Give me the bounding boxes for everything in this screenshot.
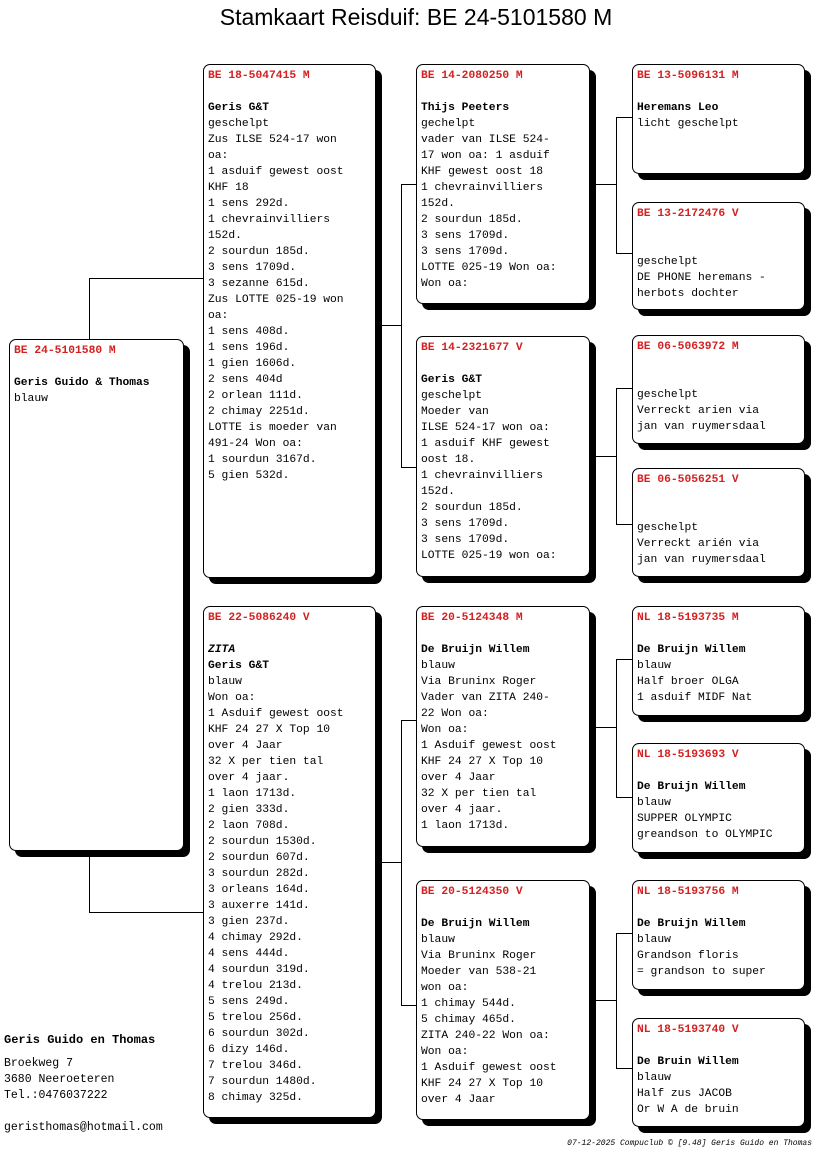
info-line: 5 trelou 256d. (208, 1012, 303, 1024)
connector-line (401, 1005, 417, 1006)
info-line: 3 orleans 164d. (208, 884, 310, 896)
pigeon-card-mfm[interactable] (632, 743, 805, 853)
info-line: KHF 24 27 X Top 10 (421, 1078, 544, 1090)
info-line: 7 sourdun 1480d. (208, 1076, 317, 1088)
page-title: Stamkaart Reisduif: BE 24-5101580 M (219, 4, 613, 30)
info-line: 3 sezanne 615d. (208, 278, 310, 290)
pigeon-card-subject[interactable] (9, 339, 184, 851)
ring-number: BE 13-5096131 M (637, 70, 739, 82)
info-line: vader van ILSE 524- (421, 134, 550, 146)
info-line: over 4 Jaar (208, 740, 283, 752)
info-line: 3 sourdun 282d. (208, 868, 310, 880)
ring-number: NL 18-5193740 V (637, 1024, 739, 1036)
info-line: Half broer OLGA (637, 676, 739, 688)
connector-line (89, 851, 90, 913)
info-line: 1 laon 1713d. (421, 820, 510, 832)
pigeon-card-father-mother[interactable] (416, 336, 590, 577)
connector-line (616, 659, 617, 797)
pigeon-card-mmf[interactable] (632, 880, 805, 990)
pigeon-card-fff[interactable] (632, 64, 805, 174)
info-line: 1 asduif KHF gewest (421, 438, 550, 450)
connector-line (89, 912, 204, 913)
info-line: blauw (421, 934, 455, 946)
info-line: 2 chimay 2251d. (208, 406, 310, 418)
connector-line (616, 659, 633, 660)
owner-name: Geris Guido en Thomas (4, 1033, 156, 1047)
info-line: over 4 Jaar (421, 1094, 496, 1106)
info-line: geschelpt (637, 522, 699, 534)
info-line: 6 sourdun 302d. (208, 1028, 310, 1040)
info-line: ILSE 524-17 won oa: (421, 422, 550, 434)
pigeon-card-mother-mother[interactable] (416, 880, 590, 1120)
info-line: Verreckt arién via (637, 538, 760, 550)
info-line: 5 chimay 465d. (421, 1014, 516, 1026)
owner-street: Broekweg 7 (4, 1057, 74, 1070)
info-line: 6 dizy 146d. (208, 1044, 290, 1056)
info-line: 7 trelou 346d. (208, 1060, 303, 1072)
info-line: blauw (637, 1072, 671, 1084)
connector-line (616, 253, 633, 254)
connector-line (89, 278, 204, 279)
info-line: Won oa: (208, 692, 256, 704)
pigeon-card-mmm[interactable] (632, 1018, 805, 1127)
connector-line (376, 325, 401, 326)
info-line: 2 sourdun 185d. (208, 246, 310, 258)
connector-line (590, 1000, 616, 1001)
info-line: 17 won oa: 1 asduif (421, 150, 550, 162)
info-line: over 4 jaar. (208, 772, 290, 784)
info-line: 2 sourdun 1530d. (208, 836, 317, 848)
info-line: blauw (208, 676, 242, 688)
connector-line (616, 1068, 633, 1069)
info-line: 3 sens 1709d. (421, 246, 510, 258)
info-line: 5 gien 532d. (208, 470, 290, 482)
info-line: 1 chevrainvilliers (421, 470, 544, 482)
info-line: Half zus JACOB (637, 1088, 732, 1100)
pigeon-card-mother[interactable] (203, 606, 376, 1118)
info-line: gechelpt (421, 118, 476, 130)
info-line: oa: (208, 310, 229, 322)
info-line: Via Bruninx Roger (421, 950, 537, 962)
ring-number: BE 13-2172476 V (637, 208, 739, 220)
info-line: 152d. (421, 198, 455, 210)
pigeon-card-fmm[interactable] (632, 468, 805, 577)
breeder-name: De Bruin Willem (637, 1056, 739, 1068)
info-line: blauw (14, 393, 48, 405)
info-line: won oa: (421, 982, 469, 994)
info-line: 3 sens 1709d. (421, 534, 510, 546)
info-line: blauw (637, 797, 671, 809)
info-line: over 4 jaar. (421, 804, 503, 816)
info-line: 3 sens 1709d. (421, 230, 510, 242)
connector-line (616, 388, 617, 524)
info-line: 3 sens 1709d. (421, 518, 510, 530)
connector-line (89, 278, 90, 340)
info-line: 1 Asduif gewest oost (421, 740, 557, 752)
pigeon-card-fmf[interactable] (632, 335, 805, 444)
connector-line (401, 184, 417, 185)
info-line: jan van ruymersdaal (637, 554, 766, 566)
info-line: blauw (637, 660, 671, 672)
pigeon-name: ZITA (208, 644, 236, 656)
info-line: oost 18. (421, 454, 476, 466)
pigeon-card-father-father[interactable] (416, 64, 590, 304)
ring-number: BE 06-5063972 M (637, 341, 739, 353)
breeder-name (637, 238, 800, 254)
ring-number: BE 06-5056251 V (637, 474, 739, 486)
info-line: 152d. (208, 230, 242, 242)
pigeon-card-ffm[interactable] (632, 202, 805, 310)
info-line: 2 laon 708d. (208, 820, 290, 832)
info-line: Or W A de bruin (637, 1104, 739, 1116)
info-line: 491-24 Won oa: (208, 438, 303, 450)
info-line: Grandson floris (637, 950, 739, 962)
ring-number: BE 14-2321677 V (421, 342, 523, 354)
info-line: 3 gien 237d. (208, 916, 290, 928)
ring-number: BE 24-5101580 M (14, 345, 116, 357)
info-line: 1 asduif gewest oost (208, 166, 344, 178)
info-line: 1 sourdun 3167d. (208, 454, 317, 466)
footer-credit: 07-12-2025 Compuclub © [9.48] Geris Guido en Thomas (567, 1139, 812, 1148)
info-line: 4 trelou 213d. (208, 980, 303, 992)
breeder-name: Geris Guido & Thomas (14, 377, 150, 389)
ring-number: BE 20-5124350 V (421, 886, 523, 898)
breeder-name: Thijs Peeters (421, 102, 510, 114)
info-line: 1 sens 292d. (208, 198, 290, 210)
info-line: Zus ILSE 524-17 won (208, 134, 337, 146)
owner-info (4, 1032, 163, 1136)
info-line: DE PHONE heremans - (637, 272, 766, 284)
info-line: Moeder van (421, 406, 489, 418)
info-line: 5 sens 249d. (208, 996, 290, 1008)
connector-line (616, 117, 617, 253)
info-line: 1 sens 196d. (208, 342, 290, 354)
info-line: 1 sens 408d. (208, 326, 290, 338)
info-line: LOTTE is moeder van (208, 422, 337, 434)
info-line: herbots dochter (637, 288, 739, 300)
info-line: geschelpt (421, 390, 483, 402)
breeder-name (637, 371, 800, 387)
info-line: oa: (208, 150, 229, 162)
owner-email[interactable]: geristhomas@hotmail.com (4, 1121, 163, 1134)
breeder-name: Geris G&T (421, 374, 483, 386)
info-line: 1 Asduif gewest oost (208, 708, 344, 720)
info-line: 3 auxerre 141d. (208, 900, 310, 912)
info-line: 2 gien 333d. (208, 804, 290, 816)
ring-number: NL 18-5193756 M (637, 886, 739, 898)
connector-line (590, 184, 616, 185)
info-line: licht geschelpt (637, 118, 739, 130)
info-line: 1 chevrainvilliers (421, 182, 544, 194)
info-line: Verreckt arien via (637, 405, 760, 417)
info-line: 32 X per tien tal (421, 788, 537, 800)
info-line: blauw (421, 660, 455, 672)
info-line: 32 X per tien tal (208, 756, 324, 768)
connector-line (401, 720, 402, 1005)
info-line: = grandson to super (637, 966, 766, 978)
info-line: Won oa: (421, 724, 469, 736)
info-line: geschelpt (637, 256, 699, 268)
breeder-name: De Bruijn Willem (421, 644, 530, 656)
info-line: 1 chevrainvilliers (208, 214, 331, 226)
info-line: 2 sourdun 185d. (421, 214, 523, 226)
info-line: KHF 24 27 X Top 10 (421, 756, 544, 768)
breeder-name: De Bruijn Willem (637, 781, 746, 793)
info-line: jan van ruymersdaal (637, 421, 766, 433)
connector-line (616, 797, 633, 798)
info-line: 152d. (421, 486, 455, 498)
info-line: 4 chimay 292d. (208, 932, 303, 944)
info-line: Won oa: (421, 1046, 469, 1058)
connector-line (616, 933, 617, 1068)
info-line: greandson to OLYMPIC (637, 829, 773, 841)
ring-number: NL 18-5193693 V (637, 749, 739, 761)
connector-line (590, 727, 616, 728)
info-line: Won oa: (421, 278, 469, 290)
info-line: KHF 18 (208, 182, 249, 194)
info-line: LOTTE 025-19 Won oa: (421, 262, 557, 274)
breeder-name: Heremans Leo (637, 102, 719, 114)
pigeon-card-mff[interactable] (632, 606, 805, 716)
connector-line (401, 720, 417, 721)
connector-line (616, 388, 633, 389)
connector-line (401, 184, 402, 467)
ring-number: BE 18-5047415 M (208, 70, 310, 82)
info-line: 22 Won oa: (421, 708, 489, 720)
info-line: Zus LOTTE 025-19 won (208, 294, 344, 306)
info-line: Via Bruninx Roger (421, 676, 537, 688)
breeder-name: Geris G&T (208, 660, 270, 672)
info-line: 2 orlean 111d. (208, 390, 303, 402)
info-line: 2 sourdun 607d. (208, 852, 310, 864)
info-line: 1 chimay 544d. (421, 998, 516, 1010)
info-line: KHF gewest oost 18 (421, 166, 544, 178)
ring-number: BE 14-2080250 M (421, 70, 523, 82)
breeder-name: De Bruijn Willem (637, 644, 746, 656)
info-line: 1 Asduif gewest oost (421, 1062, 557, 1074)
breeder-name: De Bruijn Willem (421, 918, 530, 930)
info-line: 1 laon 1713d. (208, 788, 297, 800)
ring-number: BE 20-5124348 M (421, 612, 523, 624)
info-line: geschelpt (637, 389, 699, 401)
info-line: ZITA 240-22 Won oa: (421, 1030, 550, 1042)
info-line: 4 sens 444d. (208, 948, 290, 960)
info-line: Vader van ZITA 240- (421, 692, 550, 704)
pigeon-card-father[interactable] (203, 64, 376, 578)
connector-line (616, 117, 633, 118)
info-line: geschelpt (208, 118, 270, 130)
info-line: KHF 24 27 X Top 10 (208, 724, 331, 736)
pigeon-card-mother-father[interactable] (416, 606, 590, 847)
ring-number: BE 22-5086240 V (208, 612, 310, 624)
breeder-name: Geris G&T (208, 102, 270, 114)
breeder-name (637, 504, 800, 520)
info-line: Moeder van 538-21 (421, 966, 537, 978)
info-line: 2 sens 404d (208, 374, 283, 386)
info-line: 3 sens 1709d. (208, 262, 297, 274)
info-line: over 4 Jaar (421, 772, 496, 784)
info-line: 2 sourdun 185d. (421, 502, 523, 514)
info-line: 4 sourdun 319d. (208, 964, 310, 976)
info-line: 1 asduif MIDF Nat (637, 692, 753, 704)
connector-line (401, 467, 417, 468)
connector-line (616, 524, 633, 525)
info-line: SUPPER OLYMPIC (637, 813, 732, 825)
owner-city: 3680 Neeroeteren (4, 1073, 115, 1086)
owner-phone: Tel.:0476037222 (4, 1089, 108, 1102)
breeder-name: De Bruijn Willem (637, 918, 746, 930)
info-line: LOTTE 025-19 won oa: (421, 550, 557, 562)
ring-number: NL 18-5193735 M (637, 612, 739, 624)
connector-line (590, 456, 616, 457)
connector-line (376, 862, 401, 863)
info-line: blauw (637, 934, 671, 946)
info-line: 1 gien 1606d. (208, 358, 297, 370)
info-line: 8 chimay 325d. (208, 1092, 303, 1104)
connector-line (616, 933, 633, 934)
